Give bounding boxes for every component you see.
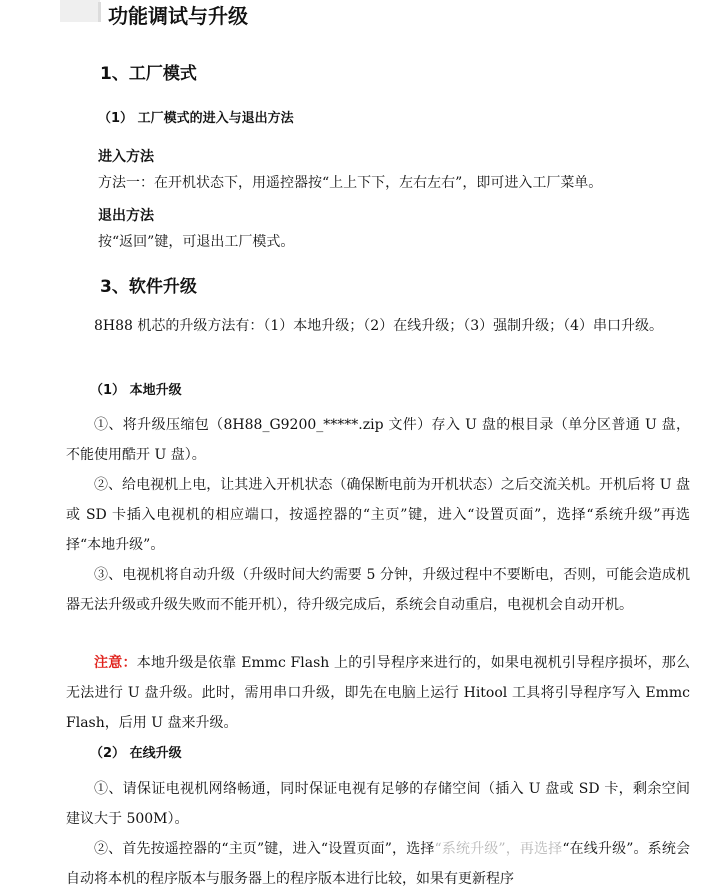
online-upgrade-step-1: ①、请保证电视机网络畅通，同时保证电视有足够的存储空间（插入 U 盘或 SD 卡，剩余空间建议大于 500M）。 — [66, 781, 690, 827]
upgrade-intro-paragraph: 8H88 机芯的升级方法有：（1）本地升级；（2）在线升级；（3）强制升级；（4）串口升级。 — [94, 318, 664, 334]
local-upgrade-step-2: ②、给电视机上电，让其进入开机状态（确保断电前为开机状态）之后交流关机。开机后将 U 盘或 SD 卡插入电视机的相应端口，按遥控器的“主页”键，进入“设置页面”，选择“系统升级”再选择“本地升级”。 — [66, 477, 690, 553]
section-factory-mode-heading: 1、工厂模式 — [100, 64, 197, 84]
enter-method-text: 方法一：在开机状态下，用遥控器按“上上下下，左右左右”，即可进入工厂菜单。 — [98, 175, 603, 191]
page-title: 功能调试与升级 — [108, 4, 248, 28]
note-label: 注意： — [94, 655, 137, 671]
online-upgrade-subheading: （2） 在线升级 — [90, 746, 182, 761]
factory-mode-subheading: （1） 工厂模式的进入与退出方法 — [98, 111, 294, 126]
online-step-2-part-c: “在线升级”。系统会自动将本机的程序版本与服务器上的程序版本进行比较，如果有更新程序 — [66, 841, 690, 887]
online-step-2-part-a: ②、首先按遥控器的“主页”键，进入“设置页面”，选择 — [94, 841, 435, 857]
local-upgrade-note — [66, 648, 690, 738]
online-step-2-watermarked: “系统升级”，再选择 — [434, 841, 563, 857]
local-upgrade-step-1: ①、将升级压缩包（8H88_G9200_*****.zip 文件）存入 U 盘的根目录（单分区普通 U 盘，不能使用酷开 U 盘）。 — [66, 417, 690, 463]
exit-method-text: 按“返回”键，可退出工厂模式。 — [98, 234, 295, 250]
section-software-upgrade-heading: 3、软件升级 — [100, 277, 197, 297]
header-tick — [98, 2, 101, 22]
exit-method-label: 退出方法 — [98, 208, 154, 224]
local-upgrade-subheading: （1） 本地升级 — [90, 383, 182, 398]
header-decoration — [60, 0, 100, 22]
note-text: 本地升级是依靠 Emmc Flash 上的引导程序来进行的，如果电视机引导程序损坏，那么无法进行 U 盘升级。此时，需用串口升级，即先在电脑上运行 Hitool 工具将引导程序写入 Emmc Flash，后用 U 盘来升级。 — [66, 655, 691, 731]
local-upgrade-step-3: ③、电视机将自动升级（升级时间大约需要 5 分钟，升级过程中不要断电，否则，可能会造成机器无法升级或升级失败而不能开机），待升级完成后，系统会自动重启，电视机会自动开机。 — [66, 567, 690, 613]
online-upgrade-step-2 — [66, 834, 690, 894]
enter-method-label: 进入方法 — [98, 149, 154, 165]
